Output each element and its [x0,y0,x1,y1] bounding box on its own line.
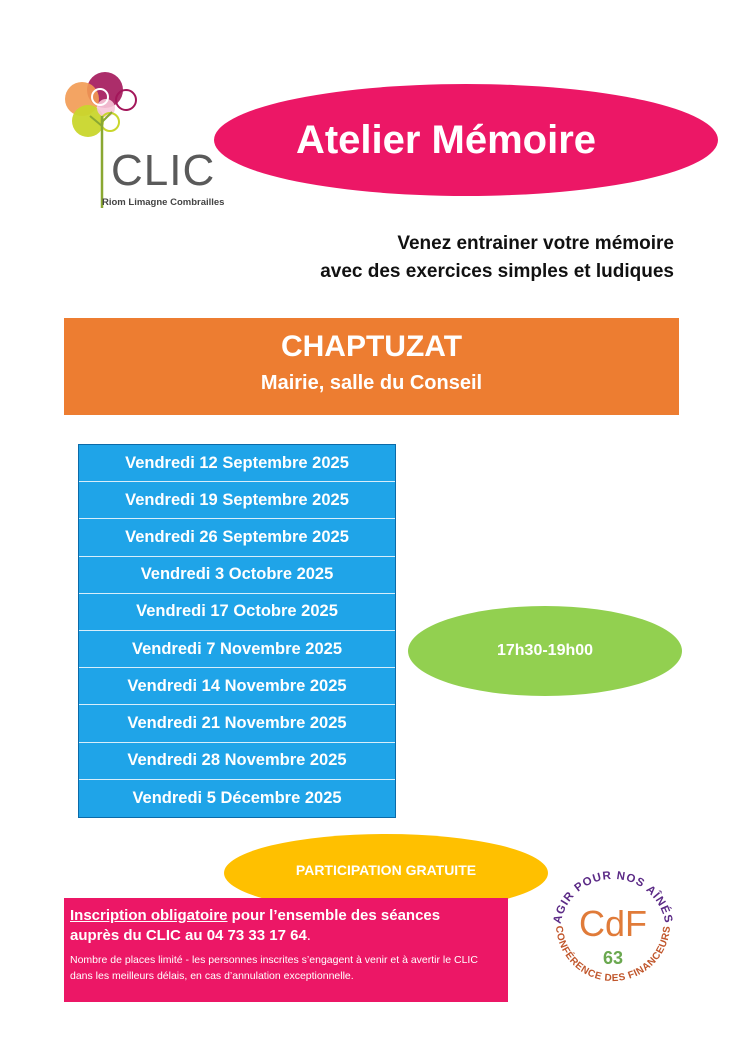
inscription-phone: 04 73 33 17 64 [206,927,307,944]
title-banner [214,84,718,196]
tagline-line-2: avec des exercices simples et ludiques [320,261,674,282]
inscription-line-2: auprès du CLIC au [70,927,207,944]
inscription-rest: pour l’ensemble des séances [227,907,441,924]
date-row: Vendredi 3 Octobre 2025 [79,557,395,594]
cdf-letters: CdF [578,903,648,944]
cdf-logo [542,854,684,996]
cdf-logo-icon [542,854,684,996]
participation-label: PARTICIPATION GRATUITE [295,862,477,878]
time-label: 17h30-19h00 [496,642,594,659]
date-row: Vendredi 17 Octobre 2025 [79,594,395,631]
clic-subtitle: Riom Limagne Combrailles [102,197,225,208]
location-city: CHAPTUZAT [280,330,463,363]
cdf-bottom-text: CONFÉRENCE DES FINANCEURS [552,925,674,985]
time-badge [408,606,682,696]
date-row: Vendredi 21 Novembre 2025 [79,705,395,742]
date-row: Vendredi 14 Novembre 2025 [79,668,395,705]
location-place: Mairie, salle du Conseil [260,372,483,394]
inscription-note: Nombre de places limité - les personnes inscrites s’engagent à venir et à avertir le CLIC dans les meilleurs délais, en cas d’annulation exceptionnelle. [70,954,478,982]
inscription-main [70,906,502,946]
date-row: Vendredi 12 Septembre 2025 [79,445,395,482]
page-title: Atelier Mémoire [295,117,597,162]
date-row: Vendredi 26 Septembre 2025 [79,519,395,556]
dates-table [78,444,396,818]
inscription-required: Inscription obligatoire [70,907,228,924]
date-row: Vendredi 7 Novembre 2025 [79,631,395,668]
date-row: Vendredi 28 Novembre 2025 [79,743,395,780]
cdf-number: 63 [602,948,624,968]
date-row: Vendredi 5 Décembre 2025 [132,788,342,807]
location-box [64,318,679,415]
cdf-top-text: AGIR POUR NOS AÎNÉS [551,869,675,925]
date-row: Vendredi 19 Septembre 2025 [79,482,395,519]
inscription-box [64,898,508,1002]
clic-logo [62,66,225,216]
inscription-period: . [306,927,311,944]
tagline [320,230,674,286]
clic-wordmark: CLIC [111,146,216,195]
tagline-line-1: Venez entrainer votre mémoire [397,233,674,254]
